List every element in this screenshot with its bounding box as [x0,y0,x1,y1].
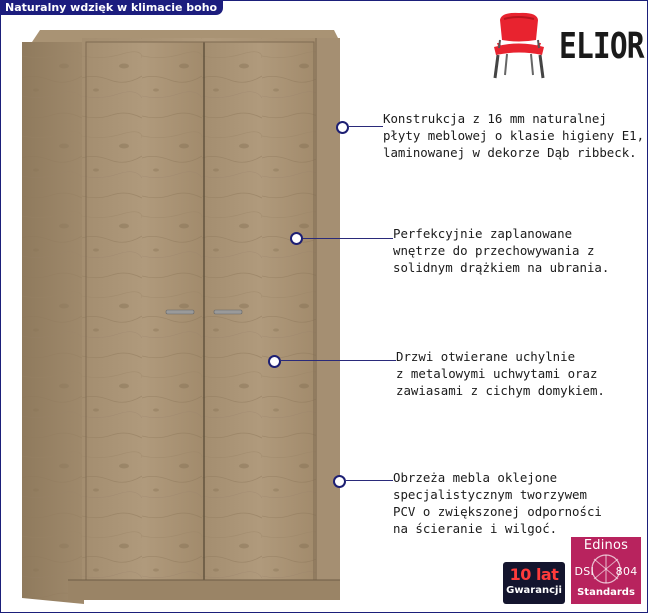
warranty-badge [503,562,565,604]
callout-line [349,126,383,127]
edinos-dsi: DSI [574,565,595,578]
callout-marker [290,232,303,245]
warranty-label: Gwarancji [506,585,562,596]
callout-interior: Perfekcyjnie zaplanowane wnętrze do przechowywania z solidnym drążkiem na ubrania. [393,226,610,275]
header-tag: Naturalny wdzięk w klimacie boho [0,0,223,15]
callout-marker [333,475,346,488]
edinos-title: Edinos [583,538,629,553]
brand-name: ELIOR [559,26,644,67]
callout-line [346,480,393,481]
edinos-code: 804 [615,565,638,578]
edinos-standards: Standards [577,587,635,598]
callout-marker [336,121,349,134]
edinos-badge [571,537,641,604]
warranty-years: 10 lat [509,565,559,584]
callout-line [281,360,396,361]
callout-construction: Konstrukcja z 16 mm naturalnej płyty meblowej o klasie higieny E1, laminowanej w dekorze Dąb ribbeck. [383,111,645,160]
callout-doors: Drzwi otwierane uchylnie z metalowymi uchwytami oraz zawiasami z cichym domykiem. [396,349,605,398]
wardrobe-image [22,26,352,604]
callout-edges: Obrzeża mebla oklejone specjalistycznym tworzywem PCV o zwiększonej odporności na ścieranie i wilgoć. [393,470,602,536]
callout-line [303,238,393,239]
red-chair-icon [494,13,544,78]
callout-marker [268,355,281,368]
